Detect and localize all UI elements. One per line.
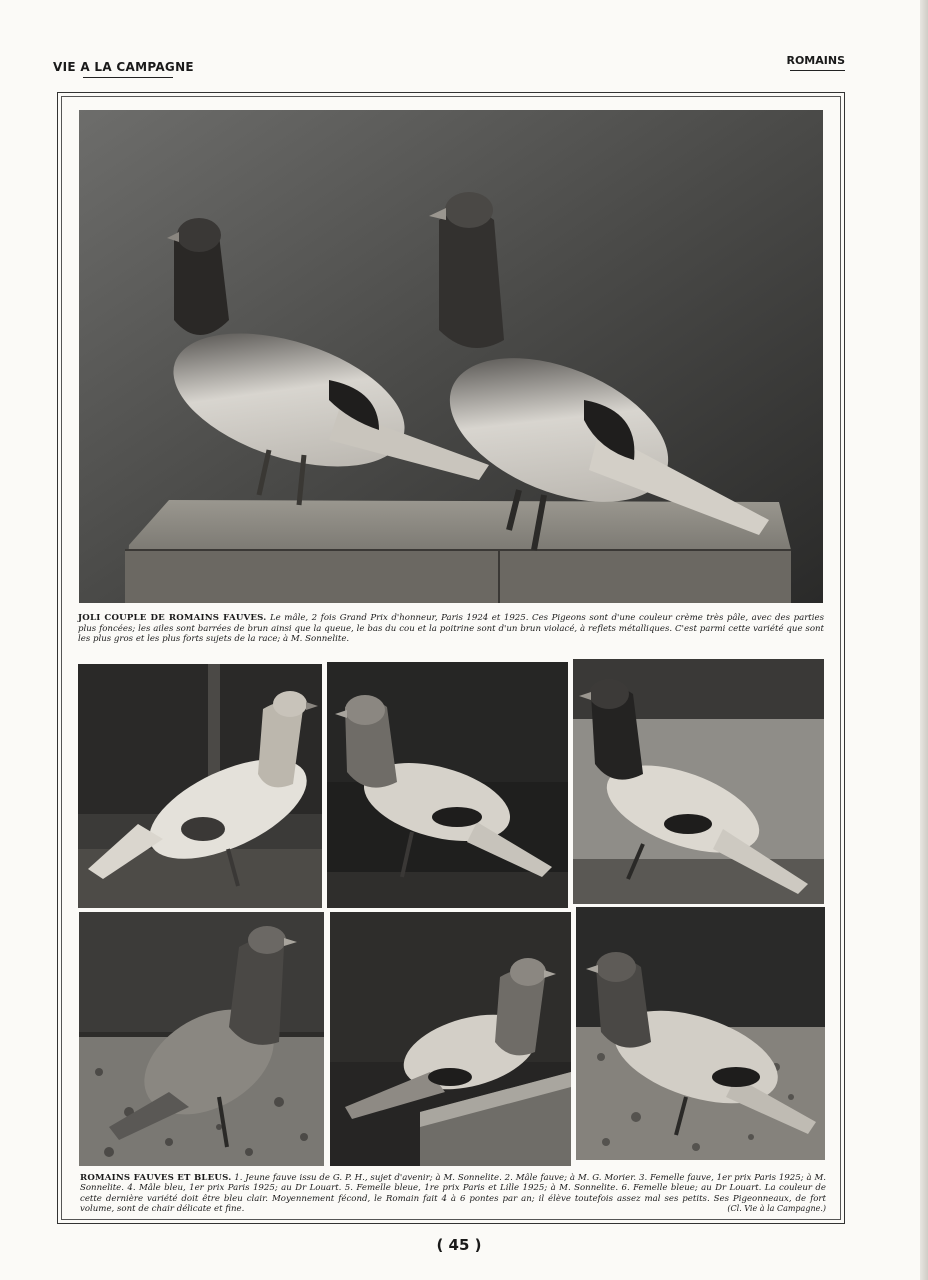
main-photo (79, 110, 823, 603)
caption-main-photo (78, 613, 824, 645)
pigeon-photo-6-icon (576, 907, 825, 1160)
running-title-right (786, 54, 845, 67)
caption-grid-body: 1. Jeune fauve issu de G. P. H., sujet d'avenir; à M. Sonnelite. 2. Mâle fauve; à M. G. Morier. 3. Femelle fauve, 1er prix Paris 1925; à M. Sonnelite. 4. Mâle bleu, 1er prix Paris 1925; au Dr Louart. 5. Femelle bleue, 1re prix Paris et Lille 1925; à M. Sonnelite. 6. Femelle bleue; au Dr Louart. La couleur de cette dernière variété doit être bleu clair. Moyennement fécond, le Romain fait 4 à 6 pontes par an; il élève toutefois assez mal ses petits. Ses Pigeonneaux, de fort volume, sont de chair délicate et fine. (80, 1173, 826, 1215)
pigeon-photo-3-icon (573, 659, 824, 904)
page-edge-shadow (920, 0, 928, 1280)
pigeon-photo-4-icon (79, 912, 324, 1166)
pigeon-photo-5-icon (330, 912, 571, 1166)
pigeon-photo-1-icon (78, 664, 322, 908)
running-title-left: VIE A LA CAMPAGNE (53, 60, 194, 74)
grid-photo-6 (576, 907, 825, 1160)
caption-grid-lead: ROMAINS FAUVES ET BLEUS. (80, 1173, 232, 1183)
photo-credit: (Cl. Vie à la Campagne.) (727, 1204, 826, 1214)
grid-photo-3 (573, 659, 824, 904)
running-title-right-text: ROMAINS (786, 54, 845, 67)
grid-photo-5 (330, 912, 571, 1166)
running-head (53, 54, 845, 80)
caption-main-body: Le mâle, 2 fois Grand Prix d'honneur, Paris 1924 et 1925. Ces Pigeons sont d'une couleur crème très pâle, avec des parties plus foncées; les ailes sont barrées de brun ainsi que la queue, le bas du cou et la poitrine sont d'un brun violacé, à reflets métalliques. C'est parmi cette variété que sont les plus gros et les plus forts sujets de la race; à M. Sonnelite. (78, 613, 825, 644)
pigeon-pair-photo-icon (79, 110, 823, 603)
pigeon-photo-2-icon (327, 662, 568, 908)
grid-photo-4 (79, 912, 324, 1166)
grid-photo-1 (78, 664, 322, 908)
caption-grid-photos (80, 1173, 826, 1215)
caption-main-lead: JOLI COUPLE DE ROMAINS FAUVES. (78, 613, 267, 623)
grid-photo-2 (327, 662, 568, 908)
page-number: ( 45 ) (436, 1236, 482, 1254)
